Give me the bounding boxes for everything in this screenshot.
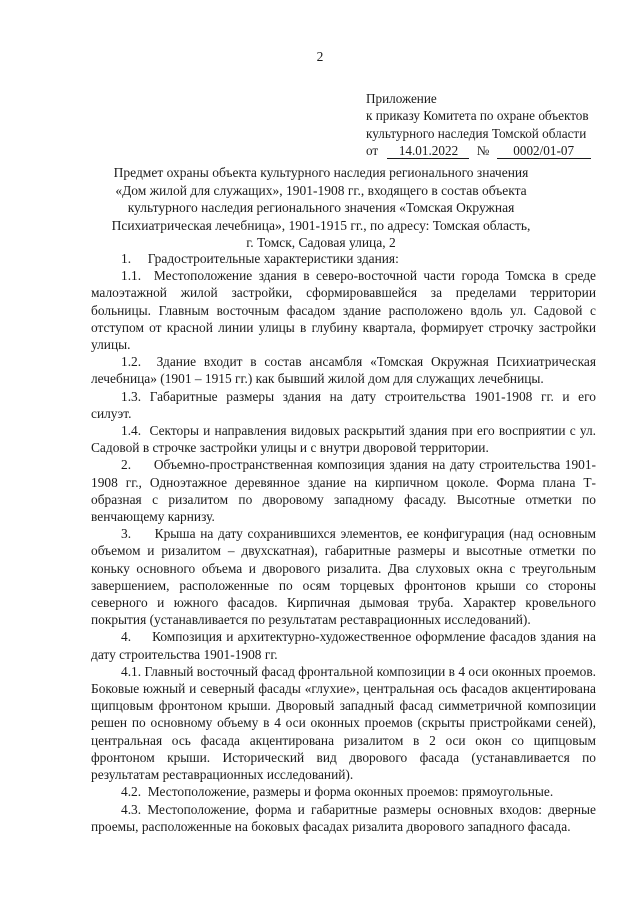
page-number: 2 xyxy=(316,49,324,64)
paragraph-1: 1. Градостроительные характеристики здания: xyxy=(121,251,399,266)
appendix-header xyxy=(366,90,616,160)
paragraph-1-4: 1.4. Секторы и направления видовых раскрытий здания при его восприятии с ул. Садовой в строчке застройки улицы и с внутри дворовой территории. xyxy=(91,423,596,456)
paragraph-4-3: 4.3. Местоположение, форма и габаритные размеры основных входов: дверные проемы, расположенные на боковых фасадах ризалита дворового западного фасада. xyxy=(91,801,596,834)
title-line: Предмет охраны объекта культурного наследия регионального значения xyxy=(113,165,529,180)
number-label: № xyxy=(476,143,490,159)
paragraph-1-2: 1.2. Здание входит в состав ансамбля «Томская Окружная Психиатрическая лечебница» (1901 – 1915 гг.) как бывший жилой дом для служащих лечебницы. xyxy=(91,354,596,387)
paragraph-4: 4. Композиция и архитектурно-художественное оформление фасадов здания на дату строительства 1901-1908 гг. xyxy=(91,629,596,662)
appendix-label: Приложение xyxy=(366,91,437,106)
document-body xyxy=(91,250,596,835)
title-line: Психиатрическая лечебница», 1901-1915 гг., по адресу: Томская область, xyxy=(111,217,531,233)
paragraph-2: 2. Объемно-пространственная композиция здания на дату строительства 1901-1908 гг., Одноэтажное деревянное здание на кирпичном цоколе. Форма плана Т-образная с ризалитом по дворовому западному фасаду. Высотные отметки по венчающему карнизу. xyxy=(91,457,596,525)
paragraph-4-1: 4.1. Главный восточный фасад фронтальной композиции в 4 оси оконных проемов. Боковые южный и северный фасады «глухие», центральная ось фасадов акцентирована щипцовым фронтоном крыши. Дворовый западный фасад симметричной композиции решен по основному объему в 4 оси оконных проемов (скрыты пристройками сеней), центральная ось фасада акцентирована ризалитом в 2 оси окон со щипцовым фронтоном крыши. Исторический вид дворового фасада (устанавливается по результатам реставрационных исследований). xyxy=(91,663,596,783)
document-title xyxy=(90,164,552,252)
title-line: культурного наследия регионального значения «Томская Окружная xyxy=(127,200,515,216)
appendix-date-number-line xyxy=(366,142,616,159)
paragraph-3: 3. Крыша на дату сохранившихся элементов, ее конфигурация (над основным объемом и ризалитом – двухскатная), габаритные размеры и высотные отметки по коньку основного объема и дворового ризалита. Два слуховых окна с треугольным завершением, расположенные по осям торцевых фронтонов крыши со стороны северного и южного фасадов. Кирпичная дымовая труба. Характер кровельного покрытия (устанавливается по результатам реставрационных исследований). xyxy=(91,526,596,628)
paragraph-4-2: 4.2. Местоположение, размеры и форма оконных проемов: прямоугольные. xyxy=(121,784,554,800)
order-number: 0002/01-07 xyxy=(497,144,591,159)
from-label: от xyxy=(366,143,379,159)
appendix-committee-line: культурного наследия Томской области xyxy=(366,125,587,141)
paragraph-1-1: 1.1. Местоположение здания в северо-восточной части города Томска в среде малоэтажной жилой застройки, сформировавшейся за пределами территории больницы. Главным восточным фасадом здание расположено вдоль ул. Садовой с отступом от красной линии улицы в глубину квартала, формирует строчку застройки улицы. xyxy=(91,268,596,353)
order-date: 14.01.2022 xyxy=(387,144,469,159)
paragraph-1-3: 1.3. Габаритные размеры здания на дату строительства 1901-1908 гг. и его силуэт. xyxy=(91,388,596,421)
title-line: г. Томск, Садовая улица, 2 xyxy=(246,235,396,251)
appendix-order-line: к приказу Комитета по охране объектов xyxy=(366,108,589,124)
title-line: «Дом жилой для служащих», 1901-1908 гг., входящего в состав объекта xyxy=(115,182,527,198)
